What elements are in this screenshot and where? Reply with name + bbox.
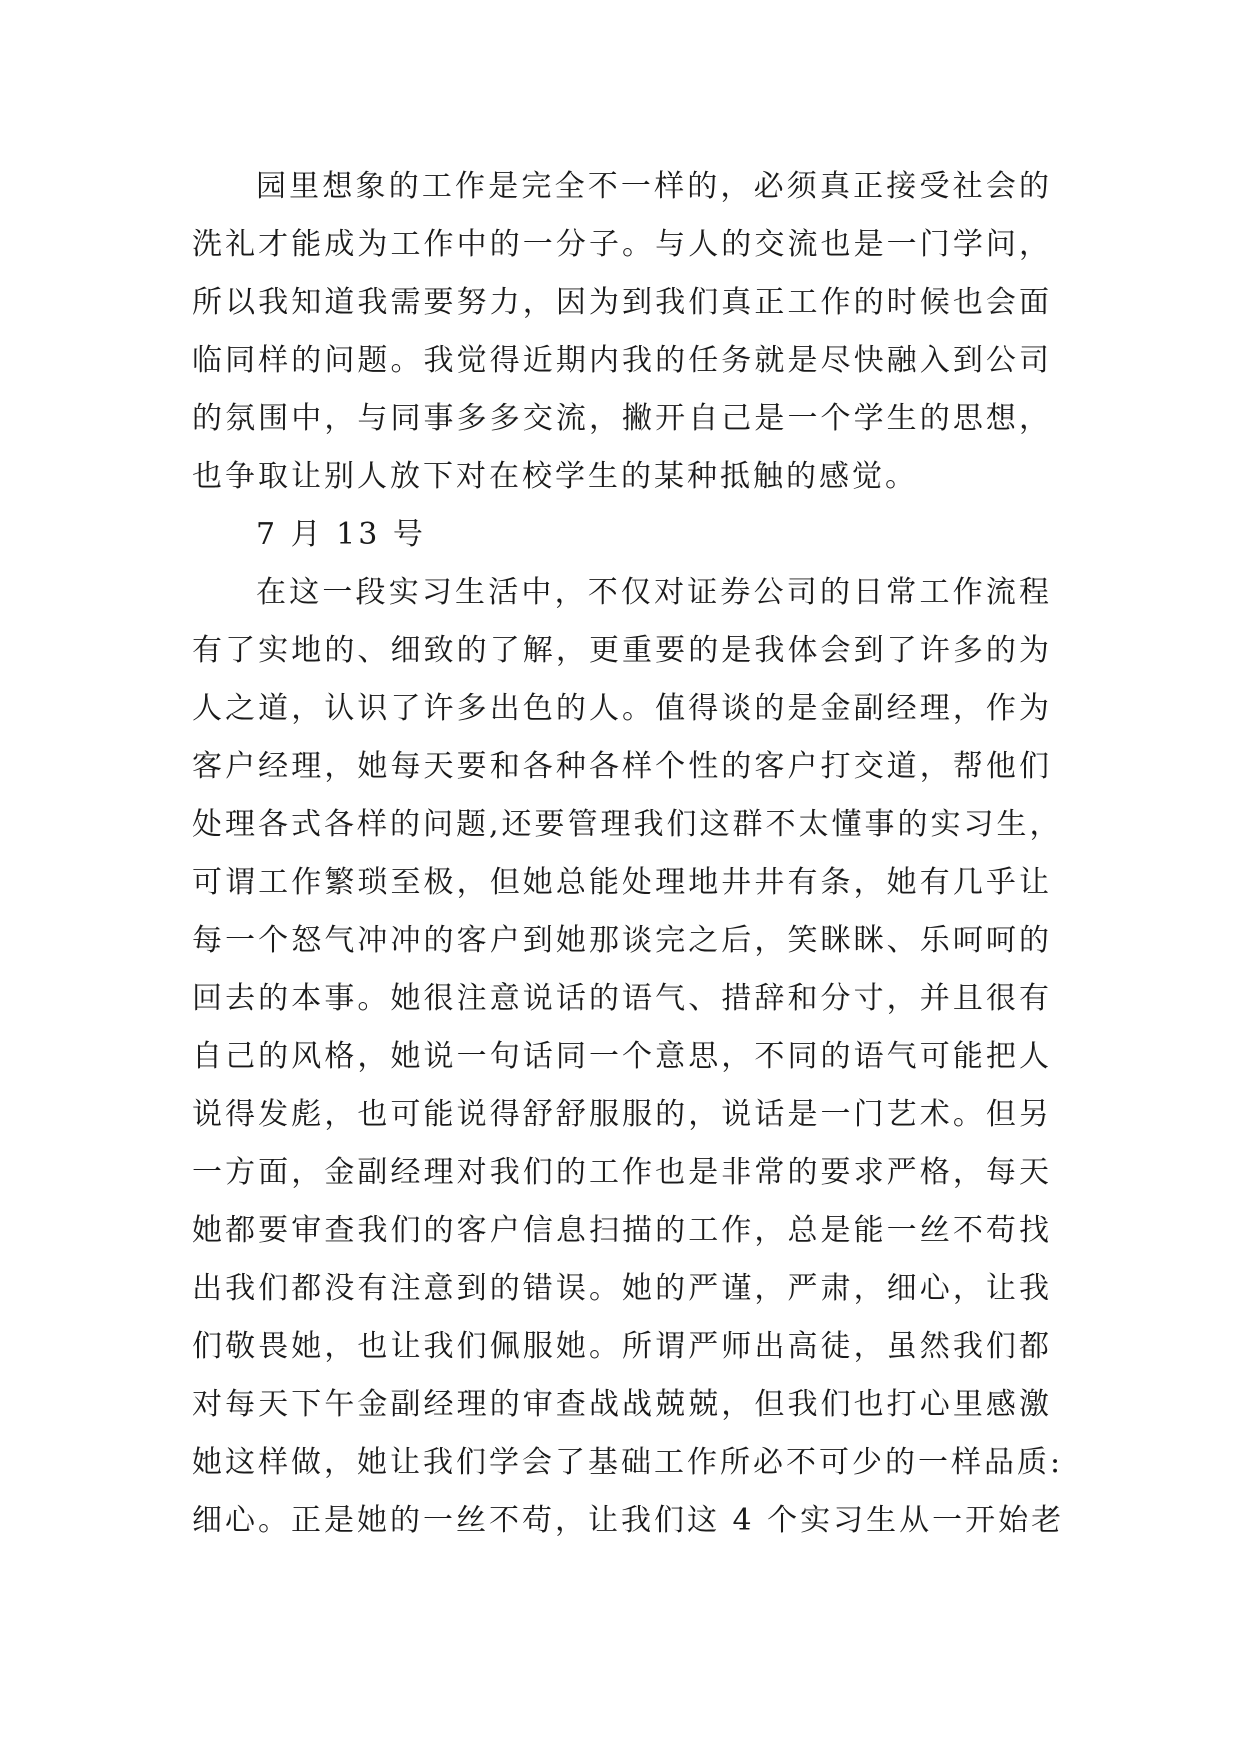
text-line: 她这样做，她让我们学会了基础工作所必不可少的一样品质: <box>192 1445 1064 1480</box>
text-line: 可谓工作繁琐至极，但她总能处理地井井有条，她有几乎让 <box>192 865 1052 900</box>
text-line: 也争取让别人放下对在校学生的某种抵触的感觉。 <box>192 459 918 494</box>
text-line: 所以我知道我需要努力，因为到我们真正工作的时候也会面 <box>192 285 1052 320</box>
text-line: 洗礼才能成为工作中的一分子。与人的交流也是一门学问， <box>192 227 1052 262</box>
text-line: 细心。正是她的一丝不苟，让我们这 4 个实习生从一开始老 <box>192 1503 1065 1538</box>
text-line: 出我们都没有注意到的错误。她的严谨，严肃，细心，让我 <box>192 1271 1052 1306</box>
text-line: 一方面，金副经理对我们的工作也是非常的要求严格，每天 <box>192 1155 1052 1190</box>
text-line: 客户经理，她每天要和各种各样个性的客户打交道，帮他们 <box>192 749 1052 784</box>
text-line: 自己的风格，她说一句话同一个意思，不同的语气可能把人 <box>192 1039 1052 1074</box>
body-text <box>192 158 1065 1550</box>
date-heading: 7 月 13 号 <box>256 517 426 552</box>
text-line: 处理各式各样的问题,还要管理我们这群不太懂事的实习生， <box>192 807 1063 842</box>
text-line: 她都要审查我们的客户信息扫描的工作，总是能一丝不苟找 <box>192 1213 1052 1248</box>
text-line: 人之道，认识了许多出色的人。值得谈的是金副经理，作为 <box>192 691 1052 726</box>
text-line: 回去的本事。她很注意说话的语气、措辞和分寸，并且很有 <box>192 981 1052 1016</box>
text-line: 有了实地的、细致的了解，更重要的是我体会到了许多的为 <box>192 633 1052 668</box>
text-line: 说得发彪，也可能说得舒舒服服的，说话是一门艺术。但另 <box>192 1097 1052 1132</box>
text-line: 园里想象的工作是完全不一样的，必须真正接受社会的 <box>256 169 1052 204</box>
text-line: 每一个怒气冲冲的客户到她那谈完之后，笑眯眯、乐呵呵的 <box>192 923 1052 958</box>
text-line: 临同样的问题。我觉得近期内我的任务就是尽快融入到公司 <box>192 343 1052 378</box>
text-line: 对每天下午金副经理的审查战战兢兢，但我们也打心里感激 <box>192 1387 1052 1422</box>
text-line: 在这一段实习生活中，不仅对证券公司的日常工作流程 <box>256 575 1052 610</box>
text-line: 们敬畏她，也让我们佩服她。所谓严师出高徒，虽然我们都 <box>192 1329 1052 1364</box>
text-line: 的氛围中，与同事多多交流，撇开自己是一个学生的思想， <box>192 401 1052 436</box>
